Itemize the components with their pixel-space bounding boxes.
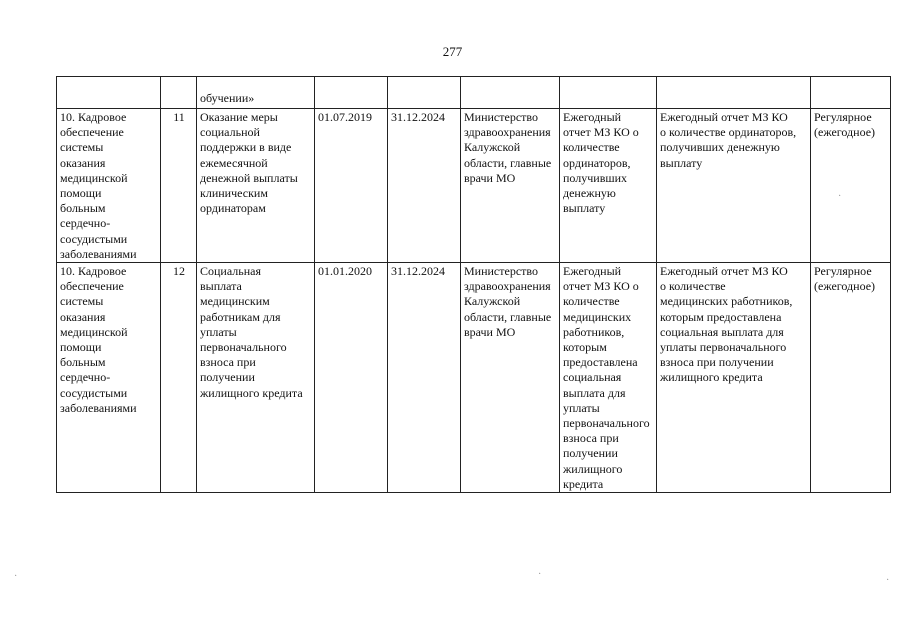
cell-responsible: Министерство здравоохранения Калужской области, главные врачи МО: [461, 109, 560, 263]
cell-number: [161, 77, 197, 109]
table-row: [57, 109, 891, 263]
cell-result: [560, 77, 657, 109]
cell-task: [57, 77, 161, 109]
measures-table: [56, 76, 891, 493]
scan-speck: ·: [886, 575, 890, 586]
cell-number: 11: [161, 109, 197, 263]
cell-responsible: Министерство здравоохранения Калужской области, главные врачи МО: [461, 263, 560, 493]
table-row: [57, 77, 891, 109]
cell-number: 12: [161, 263, 197, 493]
cell-report: Ежегодный отчет МЗ КО о количестве медицинских работников, которым предоставлена социальная выплата для уплаты первоначального взноса при получении жилищного кредита: [657, 263, 811, 493]
cell-end-date: 31.12.2024: [388, 109, 461, 263]
scan-speck: ·: [14, 571, 18, 582]
cell-periodicity: Регулярное (ежегодное): [811, 109, 891, 263]
cell-result: Ежегодный отчет МЗ КО о количестве ординаторов, получивших денежную выплату: [560, 109, 657, 263]
scan-speck: ·: [838, 191, 842, 202]
cell-start-date: [315, 77, 388, 109]
cell-responsible: [461, 77, 560, 109]
cell-periodicity: Регулярное (ежегодное): [811, 263, 891, 493]
cell-result: Ежегодный отчет МЗ КО о количестве медицинских работников, которым предоставлена социальная выплата для уплаты первоначального взноса при получении жилищного кредита: [560, 263, 657, 493]
cell-start-date: 01.01.2020: [315, 263, 388, 493]
table-row: [57, 263, 891, 493]
cell-task: 10. Кадровое обеспечение системы оказания медицинской помощи больным сердечно- сосудистыми заболеваниями: [57, 109, 161, 263]
scan-speck: ·: [538, 569, 542, 580]
cell-report: Ежегодный отчет МЗ КО о количестве ординаторов, получивших денежную выплату: [657, 109, 811, 263]
cell-report: [657, 77, 811, 109]
cell-end-date: [388, 77, 461, 109]
cell-measure: Оказание меры социальной поддержки в виде ежемесячной денежной выплаты клиническим ординаторам: [197, 109, 315, 263]
cell-measure: обучении»: [197, 77, 315, 109]
page-number: 277: [442, 44, 463, 59]
cell-periodicity: [811, 77, 891, 109]
cell-end-date: 31.12.2024: [388, 263, 461, 493]
cell-start-date: 01.07.2019: [315, 109, 388, 263]
cell-measure: Социальная выплата медицинским работникам для уплаты первоначального взноса при получении жилищного кредита: [197, 263, 315, 493]
cell-task: 10. Кадровое обеспечение системы оказания медицинской помощи больным сердечно- сосудистыми заболеваниями: [57, 263, 161, 493]
